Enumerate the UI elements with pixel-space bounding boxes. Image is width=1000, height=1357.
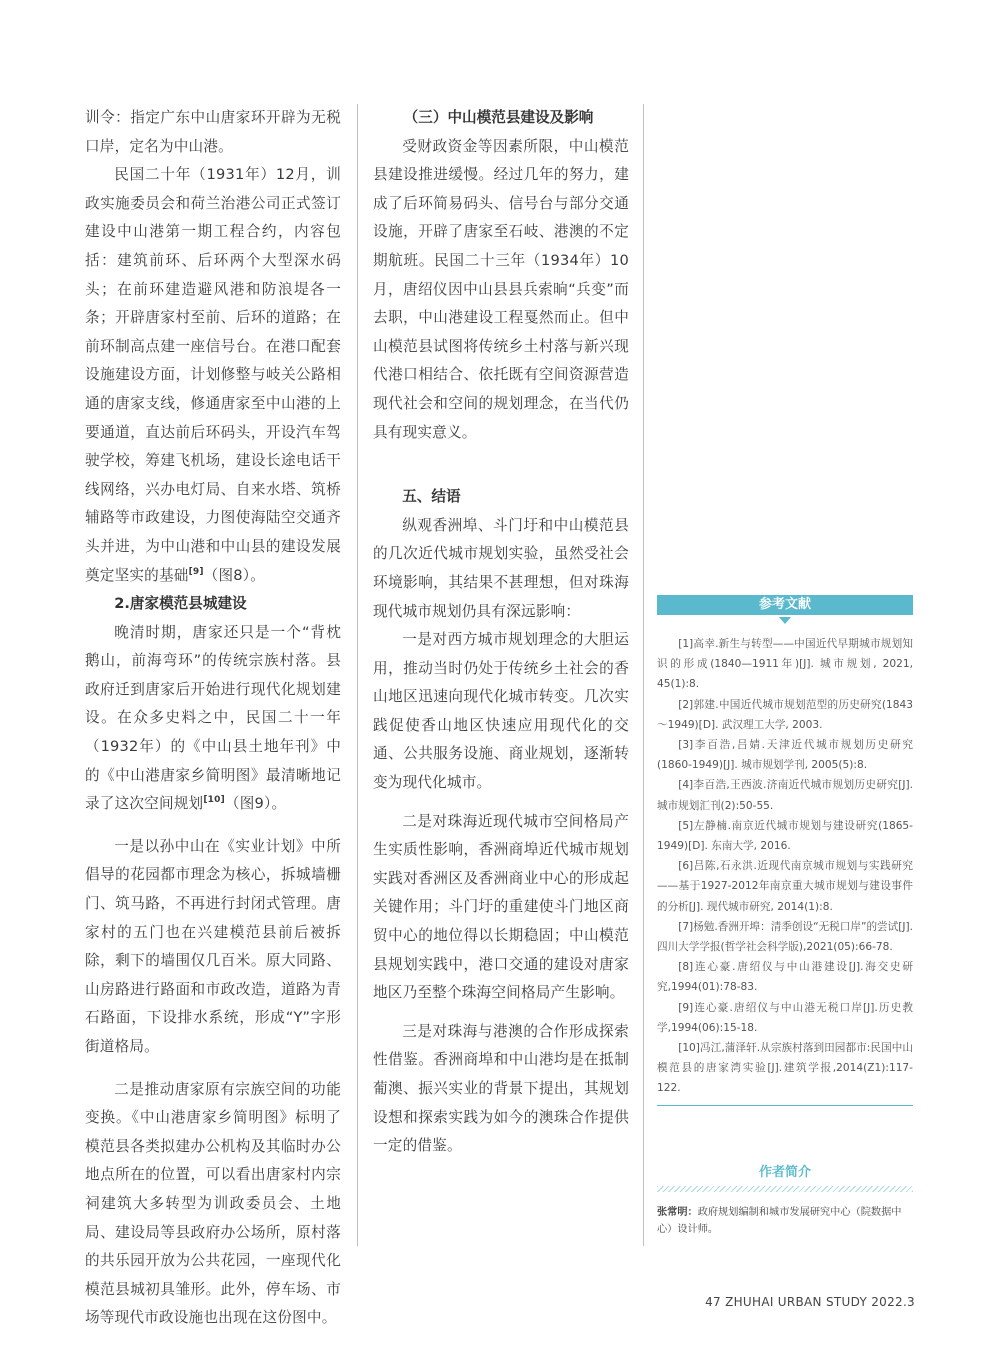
citation: [10] <box>203 795 225 806</box>
author-bio: 张常明：政府规划编制和城市发展研究中心（院数据中心）设计师。 <box>657 1207 902 1235</box>
paragraph: 纵观香洲埠、斗门圩和中山模范县的几次近代城市规划实验，虽然受社会环境影响，其结果不甚理想，但对珠海现代城市规划仍具有深远影响： <box>373 516 629 620</box>
reference-item: [4]李百浩,王西波.济南近代城市规划历史研究[J]. 城市规划汇刊(2):50-55. <box>657 779 913 812</box>
paragraph: 一是以孙中山在《实业计划》中所倡导的花园都市理念为核心，拆城墙栅门、筑马路，不再进行封闭式管理。唐家村的五门也在兴建模范县前后被拆除，剩下的墙围仅几百米。原大同路、山房路进行路面和市政改造，道路为青石路面，下设排水系统，形成“Y”字形街道格局。 <box>85 837 341 1055</box>
reference-item: [7]杨勉.香洲开埠：清季创设“无税口岸”的尝试[J].四川大学学报(哲学社会科学版),2021(05):66-78. <box>657 920 913 954</box>
references-box <box>657 595 913 1106</box>
divider <box>657 1186 913 1192</box>
paragraph: 一是对西方城市规划理念的大胆运用，推动当时仍处于传统乡土社会的香山地区迅速向现代化城市转变。几次实践促使香山地区快速应用现代化的交通、公共服务设施、商业规划，逐渐转变为现代化城市。 <box>373 631 629 792</box>
author-box <box>657 1163 913 1238</box>
column-divider <box>643 104 644 1246</box>
reference-item: [3]李百浩,吕婧.天津近代城市规划历史研究(1860-1949)[J]. 城市规划学刊, 2005(5):8. <box>657 739 913 772</box>
reference-item: [1]高幸.新生与转型——中国近代早期城市规划知识的形成(1840—1911年)[J]. 城市规划, 2021, 45(1):8. <box>657 638 913 691</box>
column-divider <box>357 104 358 1246</box>
paragraph: 训令：指定广东中山唐家环开辟为无税口岸，定名为中山港。 <box>85 109 341 155</box>
page-footer: 47 ZHUHAI URBAN STUDY 2022.3 <box>705 1295 915 1309</box>
left-column <box>85 104 341 1333</box>
reference-item: [9]连心豪.唐绍仪与中山港无税口岸[J].历史教学,1994(06):15-18. <box>657 1001 913 1034</box>
references-title: 参考文献 <box>657 595 913 615</box>
paragraph: 二是推动唐家原有宗族空间的功能变换。《中山港唐家乡简明图》标明了模范县各类拟建办公机构及其临时办公地点所在的位置，可以看出唐家村内宗祠建筑大多转型为训政委员会、土地局、建设局等县政府办公场所，原村落的共乐园开放为公共花园，一座现代化模范县城初具雏形。此外，停车场、市场等现代市政设施也出现在这份图中。 <box>85 1080 341 1327</box>
paragraph: 晚清时期，唐家还只是一个“背枕鹅山，前海弯环”的传统宗族村落。县政府迁到唐家后开始进行现代化规划建设。在众多史料之中，民国二十一年（1932年）的《中山县土地年刊》中的《中山港唐家乡简明图》最清晰地记录了这次空间规划[10]（图9）。 <box>85 623 341 813</box>
author-title: 作者简介 <box>758 1165 811 1180</box>
reference-item: [10]冯江,蒲泽轩.从宗族村落到田园都市:民国中山模范县的唐家湾实验[J].建筑学报,2014(Z1):117-122. <box>657 1042 913 1095</box>
reference-item: [5]左静楠.南京近代城市规划与建设研究(1865-1949)[D]. 东南大学, 2016. <box>657 819 913 853</box>
paragraph: 三是对珠海与港澳的合作形成探索性借鉴。香洲商埠和中山港均是在抵制葡澳、振兴实业的背景下提出，其规划设想和探索实践为如今的澳珠合作提供一定的借鉴。 <box>373 1022 629 1155</box>
middle-column <box>373 104 629 1161</box>
paragraph: 二是对珠海近现代城市空间格局产生实质性影响，香洲商埠近代城市规划实践对香洲区及香洲商业中心的形成起关键作用；斗门圩的重建使斗门地区商贸中心的地位得以长期稳固；中山模范县规划实践中，港口交通的建设对唐家地区乃至整个珠海空间格局产生影响。 <box>373 812 629 1002</box>
reference-item: [2]郭建.中国近代城市规划范型的历史研究(1843～1949)[D]. 武汉理工大学, 2003. <box>657 698 913 731</box>
down-arrow-icon <box>779 617 791 624</box>
section-heading: 2.唐家模范县城建设 <box>114 595 247 613</box>
section-heading: （三）中山模范县建设及影响 <box>403 109 594 126</box>
author-name: 张常明： <box>657 1207 698 1218</box>
references-list <box>657 634 913 1099</box>
citation: [9] <box>188 566 204 577</box>
section-heading: 五、结语 <box>402 488 461 506</box>
paragraph: 受财政资金等因素所限，中山模范县建设推进缓慢。经过几年的努力，建成了后环简易码头、信号台与部分交通设施，开辟了唐家至石岐、港澳的不定期航班。民国二十三年（1934年）10月，唐绍仪因中山县县兵索晌“兵变”而去职，中山港建设工程戛然而止。但中山模范县试图将传统乡土村落与新兴现代港口相结合、依托既有空间资源营造现代社会和空间的规划理念，在当代仍具有现实意义。 <box>373 137 629 441</box>
reference-item: [6]吕陈,石永洪.近现代南京城市规划与实践研究——基于1927-2012年南京重大城市规划与建设事件的分析[J]. 现代城市研究, 2014(1):8. <box>657 860 913 913</box>
reference-item: [8]连心豪.唐绍仪与中山港建设[J].海交史研究,1994(01):78-83. <box>657 961 913 994</box>
divider <box>657 1105 913 1106</box>
paragraph: 民国二十年（1931年）12月，训政实施委员会和荷兰治港公司正式签订建设中山港第一期工程合约，内容包括：建筑前环、后环两个大型深水码头；在前环建造避风港和防浪堤各一条；开辟唐家村至前、后环的道路；在前环制高点建一座信号台。在港口配套设施建设方面，计划修整与岐关公路相通的唐家支线，修通唐家至中山港的上要通道，直达前后环码头，开设汽车驾驶学校，筹建飞机场，建设长途电话干线网络，兴办电灯局、自来水塔、筑桥辅路等市政建设，力图使海陆空交通齐头并进，为中山港和中山县的建设发展奠定坚实的基础[9]（图8）。 <box>85 166 341 584</box>
